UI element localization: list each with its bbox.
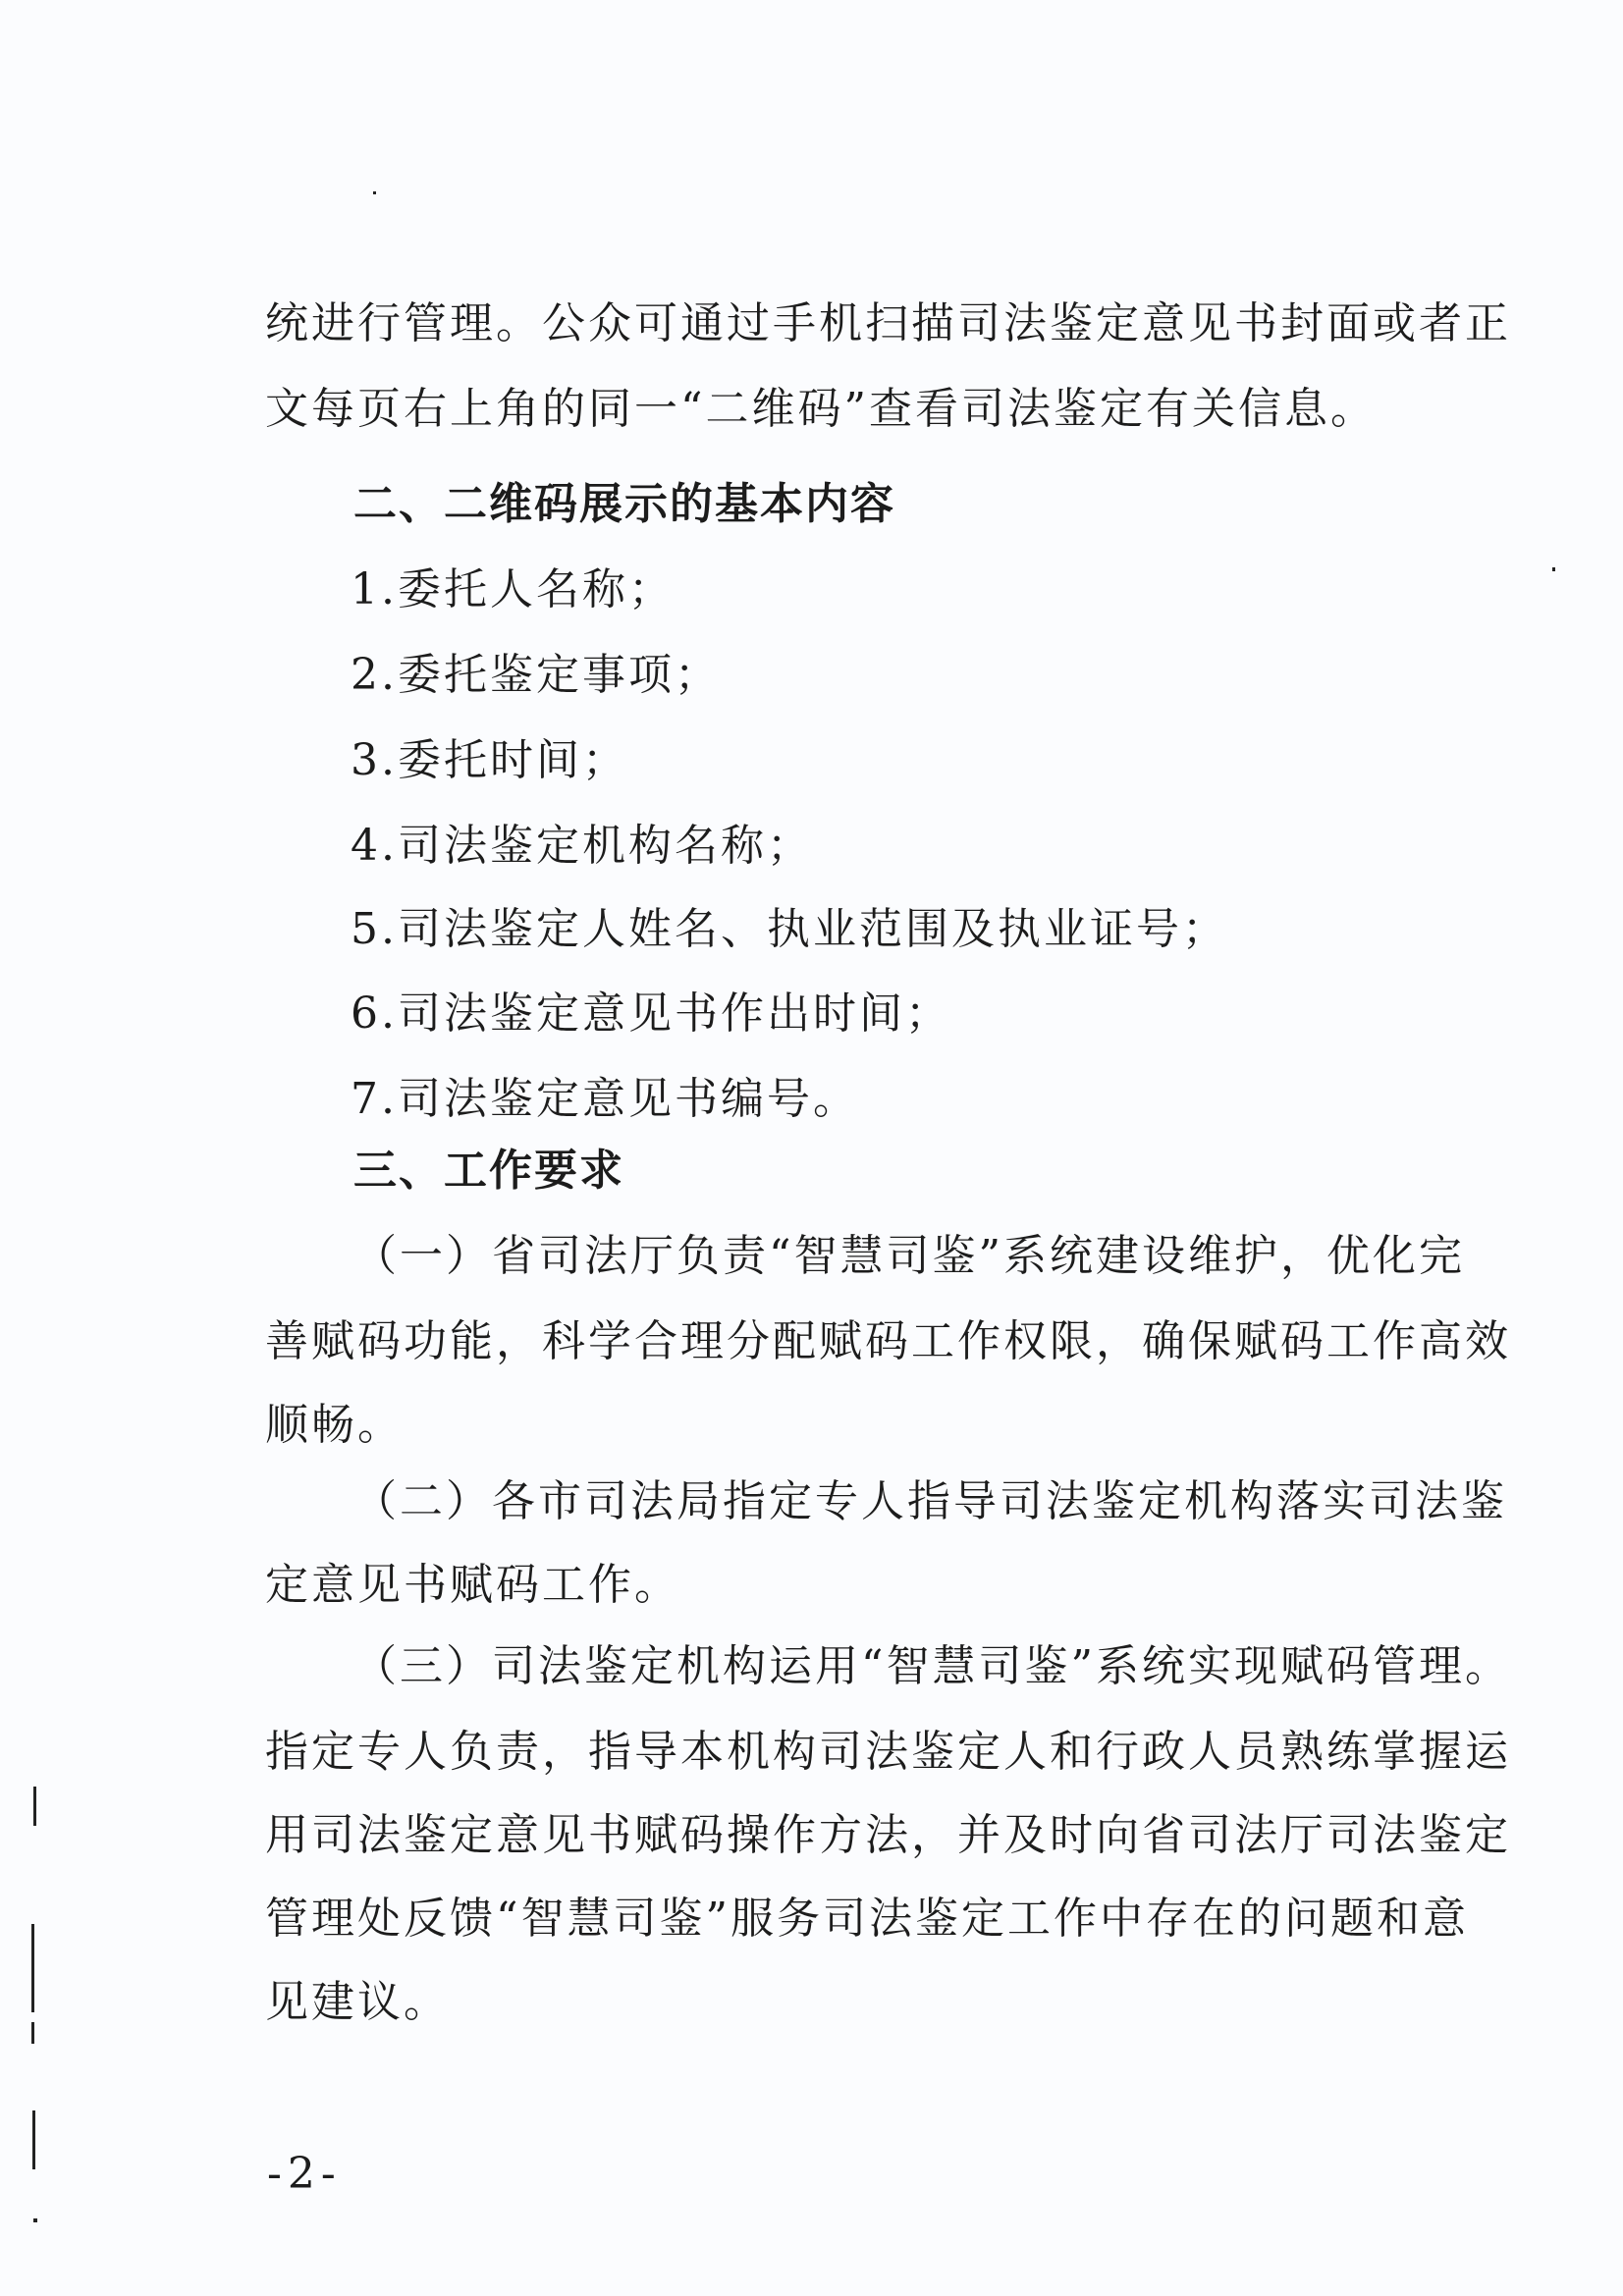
scan-artifact xyxy=(1552,567,1555,571)
body-text-line: 见建议。 xyxy=(265,1977,450,2027)
section-heading: 二、二维码展示的基本内容 xyxy=(353,479,895,529)
body-text-line: （二）各市司法局指定专人指导司法鉴定机构落实司法鉴 xyxy=(353,1476,1507,1526)
list-item: 6.司法鉴定意见书作出时间； xyxy=(351,988,951,1039)
page-number: -2- xyxy=(267,2149,342,2199)
section-heading: 三、工作要求 xyxy=(353,1146,624,1196)
list-item: 1.委托人名称； xyxy=(351,564,675,614)
list-item: 4.司法鉴定机构名称； xyxy=(351,821,813,871)
list-item: 2.委托鉴定事项； xyxy=(351,650,721,700)
scan-artifact xyxy=(32,2110,35,2169)
scan-artifact xyxy=(31,1924,34,2012)
scan-artifact xyxy=(373,191,376,194)
scan-artifact xyxy=(33,2218,37,2222)
body-text-line: 顺畅。 xyxy=(265,1400,404,1450)
body-text-line: （三）司法鉴定机构运用“智慧司鉴”系统实现赋码管理。 xyxy=(353,1641,1511,1691)
body-text-line: 善赋码功能，科学合理分配赋码工作权限，确保赋码工作高效 xyxy=(265,1316,1511,1366)
list-item: 5.司法鉴定人姓名、执业范围及执业证号； xyxy=(351,904,1228,954)
scan-artifact xyxy=(31,2022,34,2044)
body-text-line: 文每页右上角的同一“二维码”查看司法鉴定有关信息。 xyxy=(265,384,1377,434)
body-text-line: 管理处反馈“智慧司鉴”服务司法鉴定工作中存在的问题和意 xyxy=(265,1894,1469,1944)
body-text-line: 定意见书赋码工作。 xyxy=(265,1560,680,1610)
body-text-line: 指定专人负责，指导本机构司法鉴定人和行政人员熟练掌握运 xyxy=(265,1727,1511,1777)
body-text-line: （一）省司法厅负责“智慧司鉴”系统建设维护，优化完 xyxy=(353,1231,1465,1281)
scan-artifact xyxy=(33,1787,36,1826)
list-item: 3.委托时间； xyxy=(351,735,628,785)
body-text-line: 统进行管理。公众可通过手机扫描司法鉴定意见书封面或者正 xyxy=(265,298,1511,348)
list-item: 7.司法鉴定意见书编号。 xyxy=(351,1074,859,1124)
body-text-line: 用司法鉴定意见书赋码操作方法，并及时向省司法厅司法鉴定 xyxy=(265,1810,1511,1860)
